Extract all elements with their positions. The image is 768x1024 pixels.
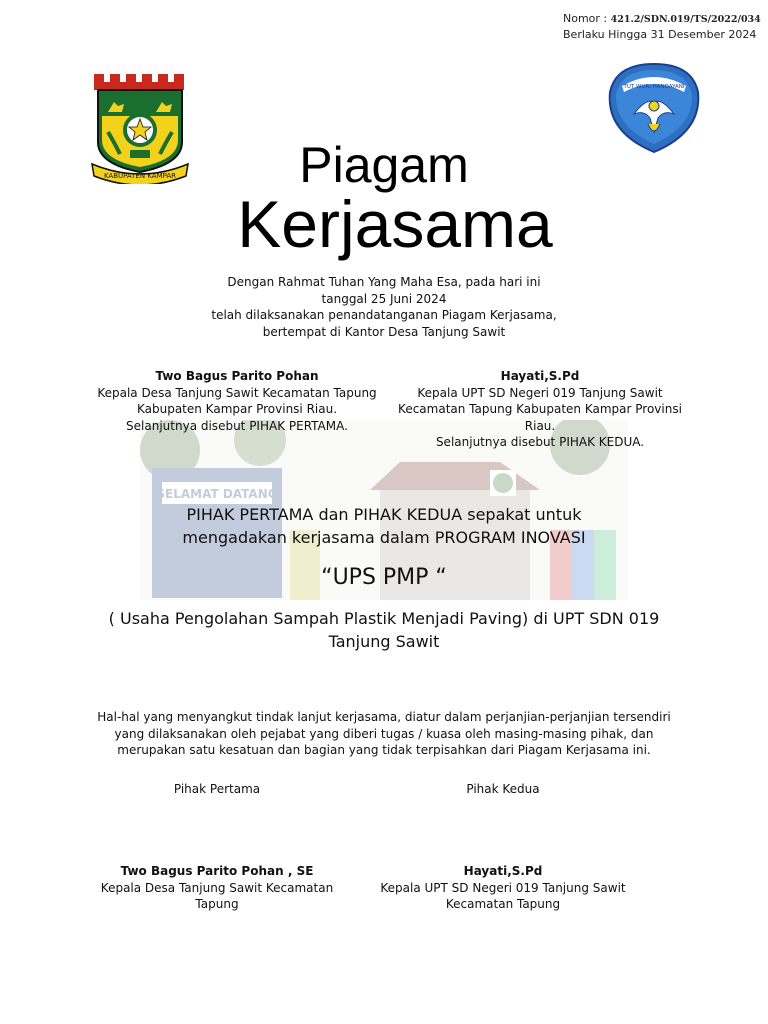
program-description: ( Usaha Pengolahan Sampah Plastik Menjadi Paving) di UPT SDN 019 Tanjung Sawit [108, 609, 660, 651]
signature-label-kedua: Pihak Kedua [466, 782, 540, 796]
signatory-title-line: Tapung [195, 897, 239, 911]
title-line-2: Kerjasama [237, 187, 553, 261]
closing-paragraph: Hal-hal yang menyangkut tindak lanjut kerjasama, diatur dalam perjanjian-perjanjian tersendiri yang dilaksanakan oleh pejabat yang diberi tugas / kuasa oleh masing-masing pihak, dan merupakan satu kesatuan dan bagian yang tidak terpisahkan dari Piagam Kerjasama ini. [97, 710, 671, 757]
signature-block-pertama [92, 863, 342, 913]
agreement-term-2: PIHAK KEDUA [353, 505, 463, 524]
welcome-sign-text: SELAMAT DATANG [156, 487, 278, 501]
tut-wuri-banner-text: TUT WURI HANDAYANI [623, 84, 685, 90]
agreement-rest: sepakat untuk mengadakan kerjasama dalam PROGRAM INOVASI [182, 505, 586, 547]
document-number-block [563, 11, 761, 42]
pihak-pertama-name: Two Bagus Parito Pohan [155, 369, 319, 383]
sebut-term: PIHAK KEDUA. [559, 435, 645, 449]
pihak-kedua-block [395, 368, 685, 451]
signatory-title-line: Kepala Desa Tanjung Sawit Kecamatan [100, 880, 334, 895]
intro-line: bertempat di Kantor Desa Tanjung Sawit [262, 324, 506, 339]
signatory-name: Two Bagus Parito Pohan , SE [120, 864, 314, 878]
nomor-label: Nomor : [563, 12, 611, 25]
signature-label-pertama: Pihak Pertama [173, 782, 261, 796]
pihak-pertama-desc: Kepala Desa Tanjung Sawit Kecamatan Tapung Kabupaten Kampar Provinsi Riau. [97, 385, 377, 416]
sebut-term: PIHAK PERTAMA. [249, 418, 348, 433]
signatory-title-line: Kepala UPT SD Negeri 019 Tanjung Sawit [380, 880, 626, 895]
signatory-name: Hayati,S.Pd [463, 864, 543, 878]
intro-line: Dengan Rahmat Tuhan Yang Maha Esa, pada hari ini [227, 275, 541, 289]
signatory-title-line: Kecamatan Tapung [445, 897, 561, 911]
pihak-kedua-name: Hayati,S.Pd [500, 369, 580, 383]
intro-line: telah dilaksanakan penandatanganan Piagam Kerjasama, [211, 308, 557, 322]
signature-block-kedua [378, 863, 628, 913]
intro-line: tanggal 25 Juni 2024 [321, 291, 447, 306]
sebut-prefix: Selanjutnya disebut [435, 435, 560, 449]
pihak-pertama-block [97, 368, 377, 434]
agreement-statement [140, 503, 628, 549]
berlaku-text: Berlaku Hingga 31 Desember 2024 [563, 28, 757, 41]
title-line-1: Piagam [299, 137, 469, 193]
pihak-kedua-sebut [395, 434, 685, 451]
nomor-value: 421.2/SDN.019/TS/2022/034 [610, 14, 761, 25]
kampar-banner-text: KABUPATEN KAMPAR [103, 172, 177, 180]
program-name: “UPS PMP “ [321, 565, 447, 590]
agreement-term-1: PIHAK PERTAMA [186, 505, 314, 524]
agreement-dan: dan [313, 505, 354, 524]
pihak-kedua-desc: Kepala UPT SD Negeri 019 Tanjung Sawit Kecamatan Tapung Kabupaten Kampar Provinsi Riau. [398, 385, 682, 433]
sebut-prefix: Selanjutnya disebut [126, 418, 250, 433]
pihak-pertama-sebut [97, 418, 377, 435]
intro-paragraph [184, 274, 584, 340]
